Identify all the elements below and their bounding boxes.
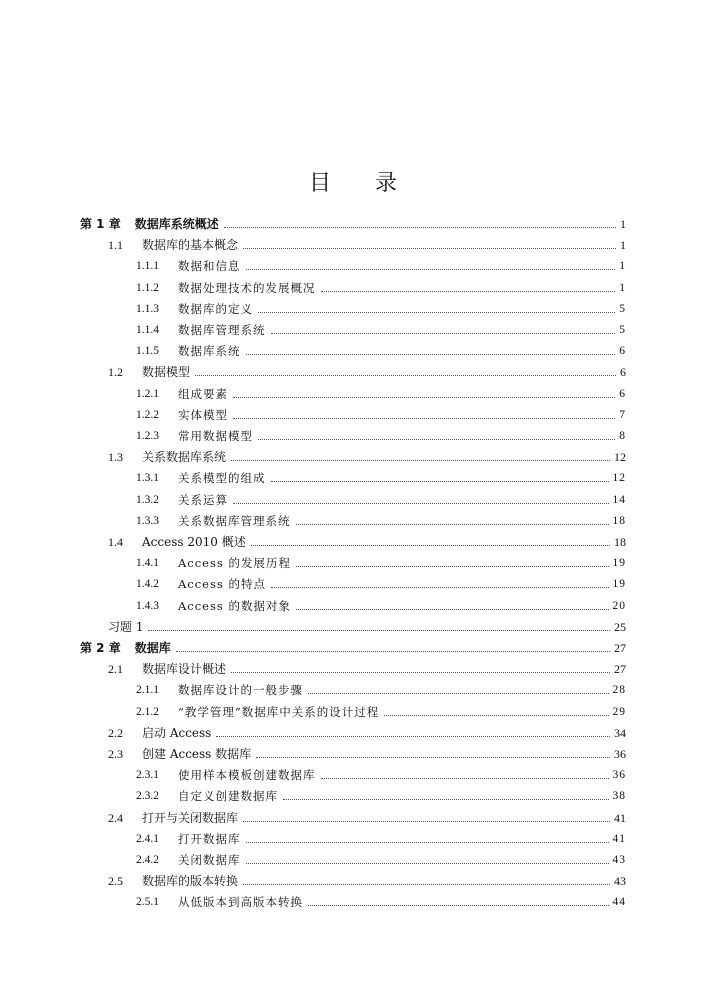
dot-leader — [308, 692, 609, 694]
toc-entry[interactable] — [136, 340, 626, 358]
toc-entry[interactable] — [136, 595, 626, 613]
toc-entry-label — [108, 238, 241, 252]
toc-entry[interactable] — [108, 722, 626, 740]
toc-entry-page: 5 — [619, 324, 626, 336]
toc-entry[interactable] — [108, 234, 626, 252]
toc-entry-text: 启动 Access — [142, 725, 212, 740]
toc-entry-number: 1.3.1 — [136, 472, 159, 485]
dot-leader — [243, 820, 610, 822]
toc-entry-number: 1.4.2 — [136, 578, 159, 591]
dot-leader — [231, 459, 610, 461]
toc-entry-page: 1 — [620, 217, 626, 231]
dot-leader — [231, 671, 610, 673]
toc-entry-page: 6 — [619, 345, 626, 358]
toc-entry-number: 1.1.1 — [136, 260, 159, 273]
dot-leader — [246, 353, 616, 355]
dot-leader — [246, 268, 616, 270]
toc-entry-label — [136, 387, 231, 401]
toc-entry[interactable] — [136, 785, 626, 803]
toc-entry-text: 数据库 — [134, 641, 171, 655]
dot-leader — [271, 480, 609, 482]
toc-entry-label — [80, 641, 174, 655]
dot-leader — [296, 523, 609, 525]
toc-entry[interactable] — [108, 743, 626, 761]
toc-entry-label — [136, 895, 306, 909]
toc-entry-number: 2.3.2 — [136, 790, 159, 803]
toc-entry-number: 2.4.1 — [136, 832, 159, 845]
toc-entry-text: 数据库设计的一般步骤 — [178, 683, 303, 698]
toc-entry[interactable] — [136, 489, 626, 507]
toc-entry-label — [136, 556, 294, 570]
toc-entry-number: 第 2 章 — [80, 641, 121, 655]
dot-leader — [256, 756, 610, 758]
toc-entry[interactable] — [136, 255, 626, 273]
toc-entry-page: 18 — [612, 514, 626, 527]
dot-leader — [258, 311, 615, 313]
toc-entry-text: Access 的发展历程 — [178, 556, 291, 571]
toc-entry[interactable] — [108, 870, 626, 888]
toc-entry[interactable] — [136, 277, 626, 295]
toc-entry-label — [136, 577, 269, 591]
dot-leader — [243, 247, 616, 249]
toc-entry-page: 6 — [620, 365, 626, 380]
toc-entry-page: 1 — [619, 260, 626, 273]
dot-leader — [308, 904, 609, 906]
toc-entry-number: 第 1 章 — [80, 217, 121, 231]
toc-entry-number: 1.2 — [108, 365, 123, 380]
toc-entry-text: 打开数据库 — [178, 831, 241, 846]
toc-entry-text: 数据和信息 — [178, 259, 241, 274]
toc-entry-number: 2.3.1 — [136, 769, 159, 782]
toc-entry[interactable] — [136, 467, 626, 485]
dot-leader — [258, 438, 615, 440]
toc-entry-label — [108, 620, 146, 634]
toc-entry-label — [136, 683, 306, 697]
toc-entry-page: 7 — [619, 408, 626, 421]
toc-entry[interactable] — [80, 213, 626, 231]
toc-entry-number: 2.1.2 — [136, 705, 159, 718]
toc-entry-page: 25 — [614, 619, 626, 634]
toc-entry-page: 28 — [612, 684, 626, 697]
toc-entry-text: 打开与关闭数据库 — [142, 810, 239, 825]
dot-leader — [224, 226, 616, 228]
toc-entry-text: 数据库设计概述 — [142, 662, 227, 677]
toc-entry-label — [136, 599, 294, 613]
toc-entry-page: 34 — [614, 725, 626, 740]
toc-entry-number: 2.1.1 — [136, 684, 159, 697]
toc-entry-number: 1.1.3 — [136, 302, 159, 315]
dot-leader — [243, 883, 610, 885]
toc-entry-text: 从低版本到高版本转换 — [178, 895, 303, 910]
toc-entry-text: 关系模型的组成 — [178, 471, 266, 486]
toc-entry-number: 1.4.3 — [136, 599, 159, 612]
toc-entry-label — [108, 874, 241, 888]
toc-entry-label — [136, 302, 256, 316]
toc-entry-page: 20 — [612, 599, 626, 612]
toc-entry-number: 1.1.4 — [136, 324, 159, 336]
toc-entry[interactable] — [136, 552, 626, 570]
toc-entry[interactable] — [136, 510, 626, 528]
toc-entry-number: 1.2.1 — [136, 387, 159, 400]
dot-leader — [283, 798, 609, 800]
toc-entry-number: 1.3 — [108, 450, 123, 465]
toc-entry-label — [80, 217, 222, 231]
toc-entry-page: 27 — [614, 641, 626, 655]
toc-entry-number: 1.1 — [108, 238, 123, 253]
dot-leader — [246, 862, 609, 864]
toc-entry-text: 数据处理技术的发展概况 — [178, 280, 316, 295]
toc-entry-label — [136, 493, 231, 507]
toc-entry-number: 1.2.3 — [136, 430, 159, 442]
toc-entry-text: 数据库管理系统 — [178, 323, 266, 337]
toc-entry[interactable] — [108, 361, 626, 379]
toc-entry-text: 数据库系统概述 — [134, 217, 219, 231]
toc-entry-text: 自定义创建数据库 — [178, 789, 278, 804]
toc-entry-page: 1 — [619, 281, 626, 294]
toc-entry-page: 8 — [619, 430, 626, 442]
dot-leader — [296, 565, 609, 567]
toc-entry-number: 1.1.5 — [136, 345, 159, 358]
dot-leader — [148, 629, 610, 631]
toc-entry-text: Access 的数据对象 — [178, 598, 291, 613]
toc-entry-page: 14 — [612, 493, 626, 506]
toc-entry-page: 27 — [614, 662, 626, 677]
dot-leader — [233, 417, 615, 419]
toc-entry-page: 29 — [612, 705, 626, 718]
toc-entry-label — [136, 429, 256, 443]
toc-entry-page: 19 — [612, 557, 626, 570]
toc-entry-page: 12 — [614, 450, 626, 465]
toc-entry-number: 2.1 — [108, 662, 123, 677]
toc-entry-text: 数据库的版本转换 — [142, 874, 239, 889]
toc-entry[interactable] — [108, 658, 626, 676]
toc-entry-page: 12 — [612, 472, 626, 485]
toc-entry-page: 18 — [614, 535, 626, 549]
toc-entry-number: 2.3 — [108, 747, 123, 761]
toc-entry-label — [136, 789, 281, 803]
dot-leader — [176, 650, 610, 652]
toc-entry[interactable] — [136, 891, 626, 909]
toc-entry-page: 41 — [614, 810, 626, 825]
toc-entry-page: 43 — [612, 854, 626, 866]
dot-leader — [216, 735, 610, 737]
dot-leader — [233, 396, 615, 398]
toc-entry-label — [108, 450, 229, 464]
toc-entry-text: 使用样本模板创建数据库 — [178, 768, 316, 783]
toc-entry[interactable] — [136, 679, 626, 697]
dot-leader — [384, 714, 608, 716]
toc-entry[interactable] — [136, 701, 626, 719]
toc-entry-label — [136, 514, 294, 528]
dot-leader — [296, 608, 609, 610]
toc-entry-page: 44 — [612, 896, 626, 909]
toc-entry[interactable] — [136, 383, 626, 401]
toc-entry-text: 关系数据库管理系统 — [178, 513, 291, 528]
toc-entry-text: Access 的特点 — [178, 577, 266, 592]
toc-entry-label — [136, 408, 231, 422]
toc-entry-number: 1.3.2 — [136, 493, 159, 506]
toc-entry-page: 1 — [620, 238, 626, 253]
toc-entry[interactable] — [136, 764, 626, 782]
toc-entry-number: 2.4.2 — [136, 854, 159, 866]
toc-entry-page: 6 — [619, 387, 626, 400]
toc-entry[interactable] — [108, 446, 626, 464]
toc-entry[interactable] — [108, 807, 626, 825]
toc-entry-page: 36 — [614, 747, 626, 761]
toc-entry-text: 组成要素 — [178, 386, 228, 401]
toc-entry-number: 1.3.3 — [136, 514, 159, 527]
toc-entry-label — [136, 705, 382, 719]
toc-entry-number: 2.2 — [108, 725, 123, 740]
toc-entry-text: 数据库的定义 — [178, 301, 253, 316]
dot-leader — [233, 502, 609, 504]
toc-entry[interactable] — [136, 319, 626, 337]
dot-leader — [251, 544, 610, 546]
toc-entry[interactable] — [136, 573, 626, 591]
toc-entry-text: 习题 1 — [108, 619, 144, 634]
toc-entry-label — [108, 811, 241, 825]
toc-entry-text: 数据库系统 — [178, 344, 241, 359]
toc-entry-label — [136, 259, 244, 273]
dot-leader — [271, 586, 609, 588]
toc-entry-text: 关闭数据库 — [178, 853, 241, 867]
toc-entry-page: 19 — [612, 578, 626, 591]
toc-entry-text: 常用数据模型 — [178, 429, 253, 443]
toc-entry[interactable] — [136, 425, 626, 443]
toc-entry-label — [136, 323, 269, 337]
toc-entry-number: 2.4 — [108, 810, 123, 825]
toc-entry-text: “教学管理”数据库中关系的设计过程 — [178, 704, 380, 719]
dot-leader — [195, 374, 616, 376]
toc-entry[interactable] — [108, 531, 626, 549]
toc-entry-number: 1.1.2 — [136, 281, 159, 294]
toc-entry[interactable] — [80, 637, 626, 655]
toc-entry-page: 5 — [619, 302, 626, 315]
toc-entry-number: 2.5.1 — [136, 896, 159, 909]
toc-entry-text: 关系运算 — [178, 492, 228, 507]
toc-entry-page: 36 — [612, 769, 626, 782]
toc-entry-label — [108, 662, 229, 676]
toc-entry-text: 关系数据库系统 — [142, 450, 227, 465]
page-title: 目录 — [308, 171, 441, 196]
toc-entry-label — [108, 365, 193, 379]
toc-entry-page: 43 — [614, 874, 626, 889]
toc-entry-text: Access 2010 概述 — [142, 535, 246, 549]
toc-entry-label — [108, 747, 254, 761]
toc-entry[interactable] — [136, 298, 626, 316]
toc-entry-label — [136, 853, 244, 867]
toc-entry[interactable] — [136, 828, 626, 846]
toc-entry-label — [108, 726, 214, 740]
toc-entry-number: 1.2.2 — [136, 408, 159, 421]
dot-leader — [246, 841, 609, 843]
toc-entry[interactable] — [136, 849, 626, 867]
toc-entry-text: 创建 Access 数据库 — [142, 747, 252, 761]
dot-leader — [321, 777, 609, 779]
toc-entry-label — [136, 471, 269, 485]
toc-entry-number: 1.4 — [108, 535, 123, 549]
toc-entry-text: 数据模型 — [142, 365, 191, 380]
toc-entry-page: 38 — [612, 790, 626, 803]
toc-entry-number: 1.4.1 — [136, 557, 159, 570]
toc-entry[interactable] — [108, 616, 626, 634]
toc-entry-label — [136, 281, 319, 295]
toc-entry-text: 数据库的基本概念 — [142, 238, 239, 253]
toc-entry-number: 2.5 — [108, 874, 123, 889]
toc-entry-label — [108, 535, 249, 549]
toc-entry[interactable] — [136, 404, 626, 422]
dot-leader — [321, 290, 616, 292]
dot-leader — [271, 332, 616, 334]
toc-entry-label — [136, 768, 319, 782]
toc-entry-page: 41 — [612, 832, 626, 845]
toc-entry-label — [136, 344, 244, 358]
toc-entry-label — [136, 832, 244, 846]
toc-entry-text: 实体模型 — [178, 407, 228, 422]
